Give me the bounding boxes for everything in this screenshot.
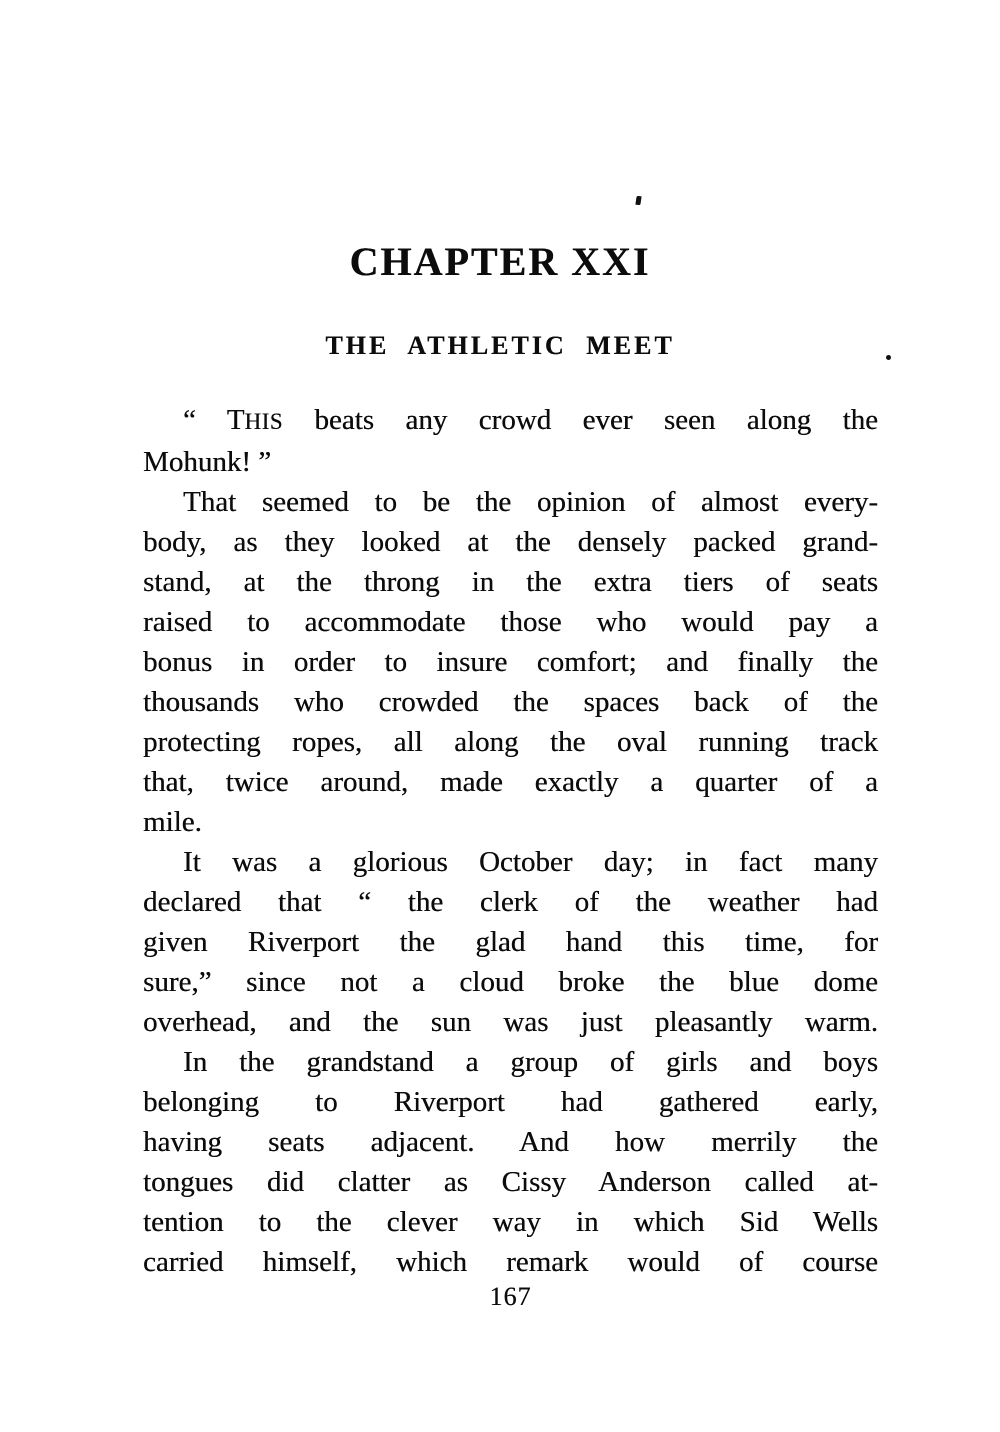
text-line: body, as they looked at the densely packed grand-	[143, 526, 878, 558]
text-line: protecting ropes, all along the oval running track	[143, 726, 878, 758]
scan-speck	[635, 196, 641, 206]
smallcaps-word: HIS	[244, 409, 284, 434]
text-line: thousands who crowded the spaces back of the	[143, 686, 878, 718]
line-rest: beats any crowd ever seen along the	[283, 404, 879, 436]
text-line: declared that “ the clerk of the weather had	[143, 886, 878, 918]
text-line: carried himself, which remark would of course	[143, 1246, 878, 1278]
text-line: In the grandstand a group of girls and boys	[183, 1046, 878, 1078]
text-line: stand, at the throng in the extra tiers of seats	[143, 566, 878, 598]
quote-lead: “ T	[183, 404, 245, 436]
page-number: 167	[489, 1282, 532, 1311]
section-heading: THE ATHLETIC MEET	[325, 331, 675, 360]
text-line: tongues did clatter as Cissy Anderson called at-	[143, 1166, 878, 1198]
text-line: That seemed to be the opinion of almost every-	[183, 486, 878, 518]
text-line: raised to accommodate those who would pay a	[143, 606, 878, 638]
text-line: tention to the clever way in which Sid Wells	[143, 1206, 878, 1238]
text-line	[143, 400, 878, 442]
text-line: that, twice around, made exactly a quarter of a	[143, 766, 878, 798]
text-line: It was a glorious October day; in fact many	[183, 846, 878, 878]
text-line: having seats adjacent. And how merrily the	[143, 1126, 878, 1158]
body-text	[143, 400, 878, 1282]
text-line: overhead, and the sun was just pleasantly warm.	[143, 1006, 878, 1038]
text-line: given Riverport the glad hand this time, for	[143, 926, 878, 958]
text-line: belonging to Riverport had gathered early,	[143, 1086, 878, 1118]
text-line: Mohunk! ”	[143, 446, 272, 478]
text-line: bonus in order to insure comfort; and finally the	[143, 646, 878, 678]
chapter-heading: CHAPTER XXI	[349, 239, 651, 284]
text-line: mile.	[143, 806, 202, 838]
text-line: sure,” since not a cloud broke the blue dome	[143, 966, 878, 998]
